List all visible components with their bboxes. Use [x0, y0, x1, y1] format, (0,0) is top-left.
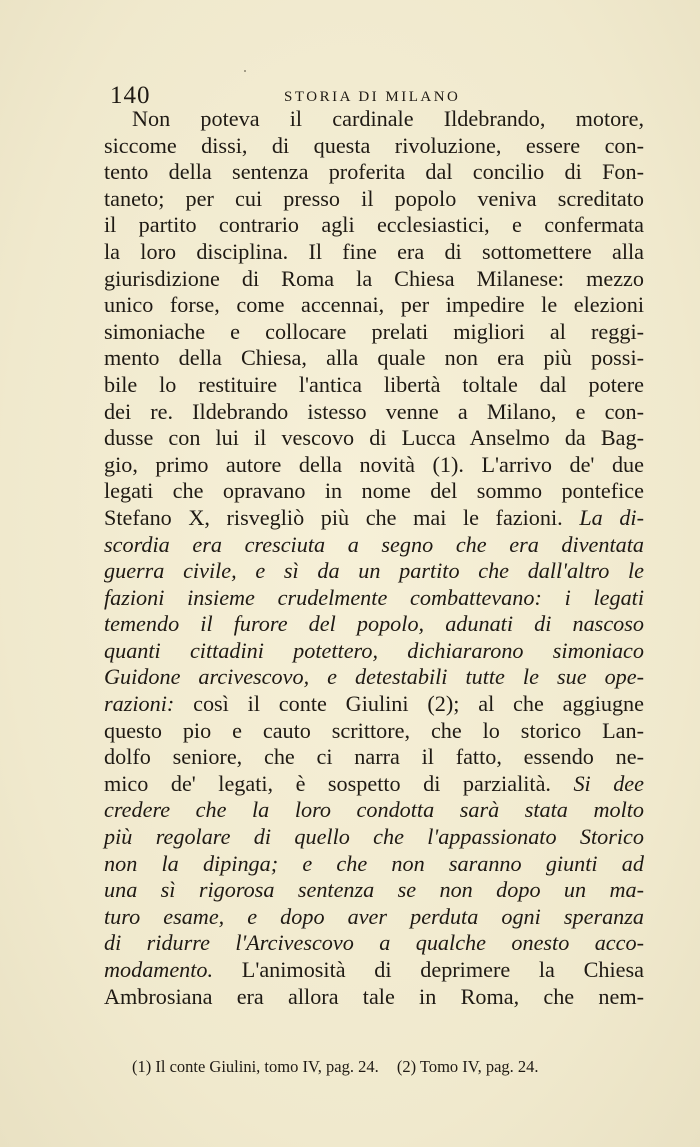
text-line [104, 239, 644, 266]
text-segment: unico forse, come accennai, per impedire le elezioni [104, 292, 644, 318]
italic-quote-segment: Guidone arcivescovo, e detestabili tutte le sue ope- [104, 664, 644, 690]
text-line [104, 505, 644, 532]
body-text [104, 106, 644, 1010]
text-line [104, 159, 644, 186]
text-segment: questo pio e cauto scrittore, che lo storico Lan- [104, 717, 644, 743]
italic-quote-segment: temendo il furore del popolo, adunati di nascoso [104, 611, 644, 637]
text-line [104, 691, 644, 718]
italic-quote-segment: modamento. [104, 957, 214, 982]
italic-quote-segment: di ridurre l'Arcivescovo a qualche onesto acco- [104, 930, 644, 956]
italic-quote-segment: quanti cittadini potettero, dichiararono simoniaco [104, 637, 644, 663]
text-line [104, 133, 644, 160]
footnote-1: (1) Il conte Giulini, tomo IV, pag. 24. [132, 1057, 379, 1076]
text-line [104, 851, 644, 878]
text-line [104, 106, 644, 133]
italic-quote-segment: una sì rigorosa sentenza se non dopo un ma- [104, 877, 644, 903]
text-segment: L'animosità di deprimere la Chiesa [213, 957, 644, 982]
text-line [104, 638, 644, 665]
footnotes [132, 1057, 652, 1077]
italic-quote-segment: fazioni insieme crudelmente combattevano: i legati [104, 584, 644, 610]
text-line [104, 984, 644, 1011]
page-number: 140 [110, 82, 151, 109]
italic-quote-segment: più regolare di quello che l'appassionato Storico [104, 824, 644, 850]
text-line [104, 266, 644, 293]
text-line [104, 611, 644, 638]
text-line [104, 744, 644, 771]
text-segment: simoniache e collocare prelati migliori al reggi- [104, 318, 644, 344]
text-segment: legati che opravano in nome del sommo pontefice [104, 478, 644, 504]
paper-speck [244, 70, 246, 72]
text-line [104, 186, 644, 213]
text-line [104, 345, 644, 372]
text-line [104, 930, 644, 957]
text-line [104, 372, 644, 399]
text-segment: siccome dissi, di questa rivoluzione, essere con- [104, 132, 644, 158]
text-segment: Non poteva il cardinale Ildebrando, motore, [132, 106, 644, 131]
text-line [104, 558, 644, 585]
text-line [104, 824, 644, 851]
text-segment: dusse con lui il vescovo di Lucca Anselmo da Bag- [104, 425, 644, 451]
text-line [104, 877, 644, 904]
text-line [104, 292, 644, 319]
text-segment: gio, primo autore della novità (1). L'arrivo de' due [104, 451, 644, 477]
text-line [104, 212, 644, 239]
text-line [104, 797, 644, 824]
text-segment: così il conte Giulini (2); al che aggiugne [174, 691, 644, 717]
text-line [104, 452, 644, 479]
text-line [104, 957, 644, 984]
italic-quote-segment: Si dee [573, 770, 644, 796]
italic-quote-segment: credere che la loro condotta sarà stata molto [104, 797, 644, 823]
text-line [104, 585, 644, 612]
text-segment: mico de' legati, è sospetto di parzialità. [104, 770, 574, 796]
text-line [104, 399, 644, 426]
italic-quote-segment: turo esame, e dopo aver perduta ogni speranza [104, 903, 644, 929]
text-segment: la loro disciplina. Il fine era di sottomettere alla [104, 238, 644, 264]
text-line [104, 904, 644, 931]
text-segment: dei re. Ildebrando istesso venne a Milano, e con- [104, 398, 644, 424]
footnote-2: (2) Tomo IV, pag. 24. [396, 1057, 539, 1076]
italic-quote-segment: La di- [579, 504, 644, 530]
text-line [104, 425, 644, 452]
italic-quote-segment: guerra civile, e sì da un partito che dall'altro le [104, 558, 644, 584]
text-line [104, 532, 644, 559]
text-segment: taneto; per cui presso il popolo veniva screditato [104, 185, 644, 211]
text-segment: Stefano X, risvegliò più che mai le fazioni. [104, 504, 580, 530]
italic-quote-segment: non la dipinga; e che non saranno giunti ad [104, 850, 644, 876]
text-segment: il partito contrario agli ecclesiastici, e confermata [104, 212, 644, 238]
text-segment: dolfo seniore, che ci narra il fatto, essendo ne- [104, 744, 644, 770]
text-line [104, 718, 644, 745]
text-line [104, 771, 644, 798]
text-segment: Ambrosiana era allora tale in Roma, che nem- [104, 983, 644, 1009]
text-segment: giurisdizione di Roma la Chiesa Milanese: mezzo [104, 265, 644, 291]
italic-quote-segment: scordia era cresciuta a segno che era diventata [104, 531, 644, 557]
text-segment: bile lo restituire l'antica libertà toltale dal potere [104, 371, 644, 397]
text-line [104, 319, 644, 346]
text-segment: tento della sentenza proferita dal concilio di Fon- [104, 159, 644, 185]
italic-quote-segment: razioni: [104, 691, 175, 717]
text-line [104, 664, 644, 691]
running-head: STORIA DI MILANO [284, 89, 461, 105]
text-segment: mento della Chiesa, alla quale non era più possi- [104, 345, 644, 371]
text-line [104, 478, 644, 505]
